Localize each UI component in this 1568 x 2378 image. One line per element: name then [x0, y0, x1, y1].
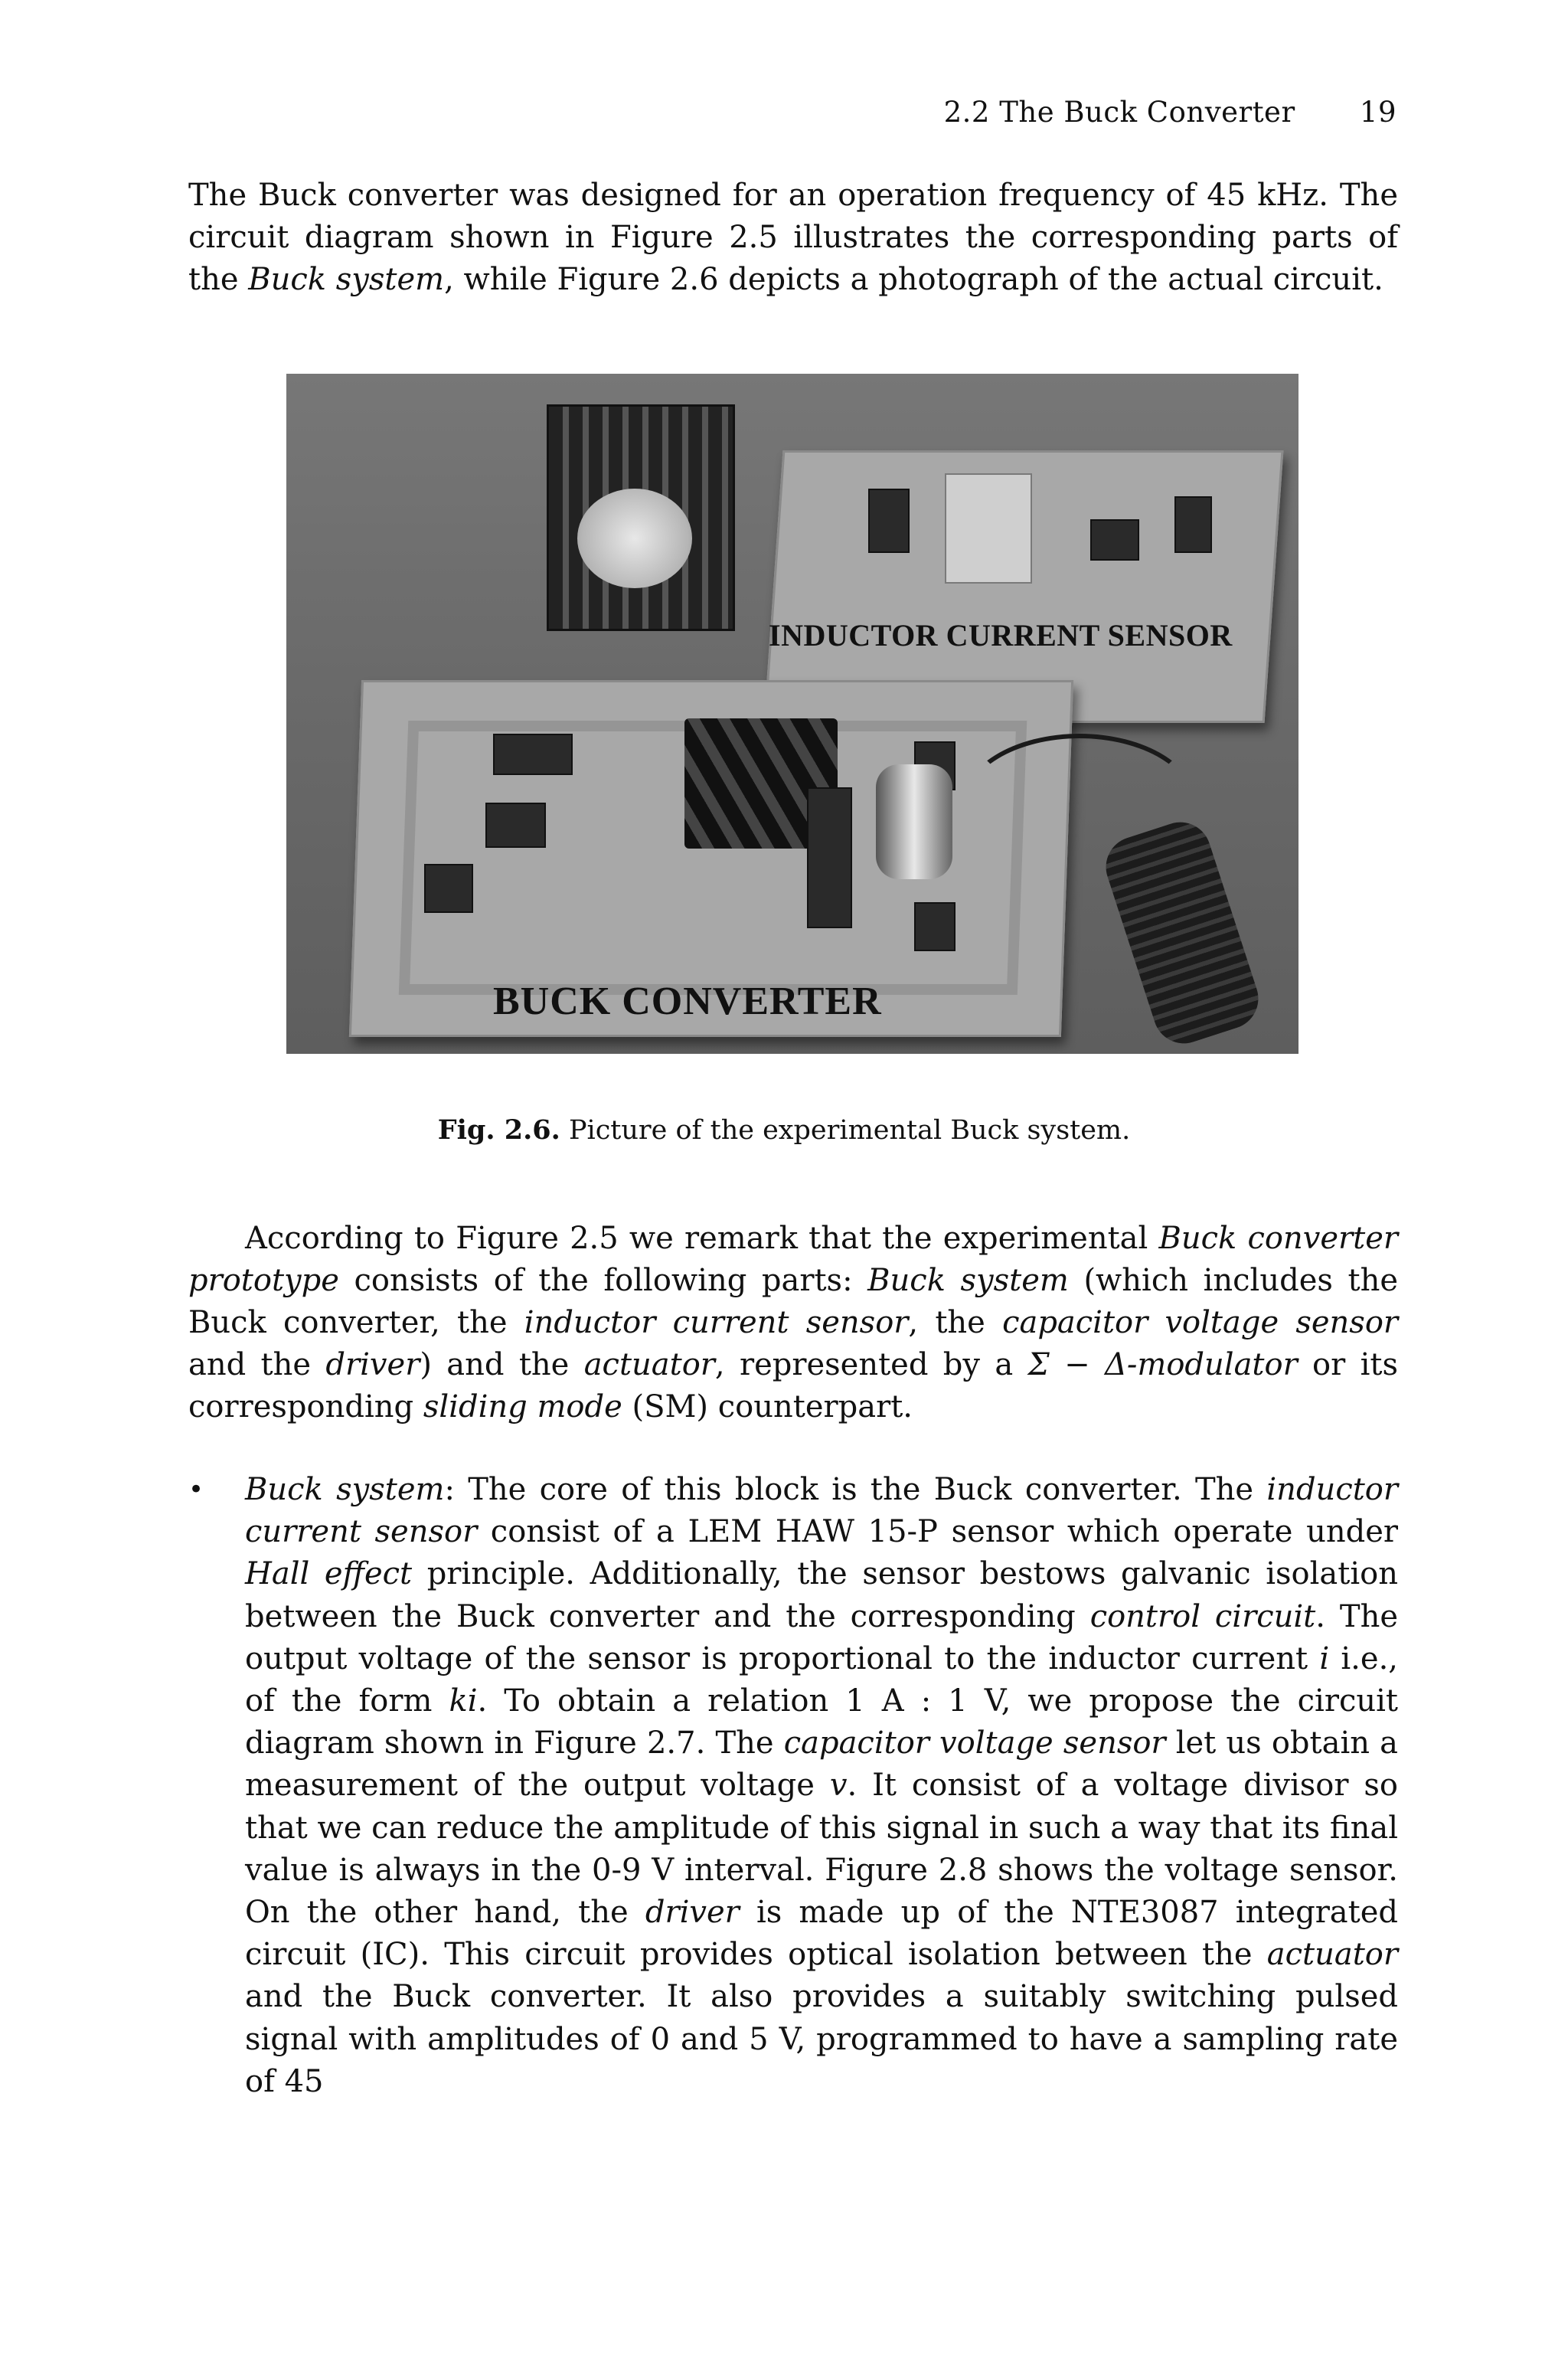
emphasis: v: [829, 1768, 848, 1804]
inductor-coil: [577, 489, 692, 588]
emphasis: i: [1319, 1640, 1330, 1676]
text-run: (which includes the Buck converter, the: [188, 1263, 1399, 1340]
emphasis: inductor current sensor: [524, 1305, 909, 1340]
figure-photo: [286, 374, 1298, 1054]
intro-paragraph: [188, 175, 1398, 301]
figure-caption: [0, 1114, 1568, 1146]
running-header: [943, 96, 1396, 129]
text-run: consist of a LEM HAW 15-P sensor which operate under: [477, 1514, 1398, 1550]
photo-label-buck-converter: BUCK CONVERTER: [493, 980, 882, 1023]
sensor-module: [945, 473, 1032, 584]
text-run: , represented by a: [714, 1347, 1028, 1382]
text-run: . The output voltage of the sensor is proportional to the inductor current: [245, 1598, 1398, 1676]
text-run: According to Figure 2.5 we remark that the experimental: [245, 1221, 1159, 1256]
text-run: let us obtain a measurement of the output voltage: [245, 1725, 1398, 1804]
text-run: , while Figure 2.6 depicts a photograph of the actual circuit.: [444, 262, 1383, 297]
text-run: ) and the: [420, 1347, 584, 1382]
emphasis: driver: [325, 1347, 420, 1382]
text-run: or its corresponding: [188, 1347, 1398, 1425]
terminal-block: [493, 734, 573, 775]
emphasis: sliding mode: [423, 1389, 622, 1425]
text-run: . It consist of a voltage divisor so that we can reduce the amplitude of this signal in such a way that its final value is always in the 0-9 V interval. Figure 2.8 shows the voltage sensor. On the other hand, the: [245, 1768, 1399, 1931]
sensor-ic: [1090, 519, 1139, 561]
diode: [807, 787, 852, 928]
text-run: and the Buck converter. It also provides a suitably switching pulsed signal with amplitudes of 0 and 5 V, programmed to have a sampling rate of 45: [245, 1979, 1398, 2099]
text-run: The Buck converter was designed for an operation frequency of 45 kHz. The circuit diagram shown in Figure 2.5 illustrates the corresponding parts of the: [188, 178, 1398, 297]
text-run: is made up of the NTE3087 integrated circuit (IC). This circuit provides optical isolation between the: [245, 1895, 1399, 1973]
text-run: principle. Additionally, the sensor bestows galvanic isolation between the Buck converter and the corresponding: [245, 1556, 1398, 1634]
terminal-block: [1174, 496, 1212, 553]
text-run: (SM) counterpart.: [622, 1389, 913, 1425]
emphasis: ki: [449, 1683, 478, 1719]
figure-number: Fig. 2.6.: [437, 1114, 560, 1146]
list-item: [188, 1469, 1398, 2103]
capacitor: [876, 764, 952, 879]
bullet-list: [188, 1469, 1398, 2103]
terminal-block: [868, 489, 910, 553]
emphasis: Buck system: [245, 1472, 445, 1507]
emphasis: capacitor voltage sensor: [1002, 1305, 1399, 1340]
driver-ic: [485, 803, 546, 848]
emphasis: actuator: [1266, 1937, 1398, 1973]
text-run: and the: [188, 1347, 326, 1382]
page-number: 19: [1359, 96, 1396, 129]
emphasis: inductor current sensor: [245, 1472, 1398, 1550]
text-run: . To obtain a relation 1 A : 1 V, we propose the circuit diagram shown in Figure 2.7. The: [245, 1683, 1398, 1761]
emphasis: Buck converter prototype: [188, 1221, 1398, 1298]
emphasis: control circuit: [1089, 1598, 1316, 1634]
body-paragraph: [188, 1218, 1398, 1428]
terminal-block: [914, 902, 956, 951]
photo-label-inductor-current-sensor: INDUCTOR CURRENT SENSOR: [769, 618, 1233, 653]
emphasis: Σ − Δ-modulator: [1027, 1347, 1298, 1382]
text-run: i.e., of the form: [245, 1640, 1398, 1719]
text-run: consists of the following parts:: [338, 1263, 868, 1298]
emphasis: Buck system: [867, 1263, 1069, 1298]
text-run: : The core of this block is the Buck converter. The: [444, 1472, 1267, 1507]
emphasis: Buck system: [248, 262, 445, 297]
caption-text: Picture of the experimental Buck system.: [560, 1115, 1131, 1146]
bullet-marker: •: [188, 1474, 204, 1505]
emphasis: capacitor voltage sensor: [783, 1725, 1166, 1761]
emphasis: Hall effect: [245, 1556, 413, 1592]
text-run: , the: [908, 1305, 1003, 1340]
terminal-block: [424, 864, 473, 913]
header-section-title: 2.2 The Buck Converter: [943, 96, 1295, 129]
emphasis: driver: [645, 1895, 740, 1931]
emphasis: actuator: [583, 1347, 715, 1382]
